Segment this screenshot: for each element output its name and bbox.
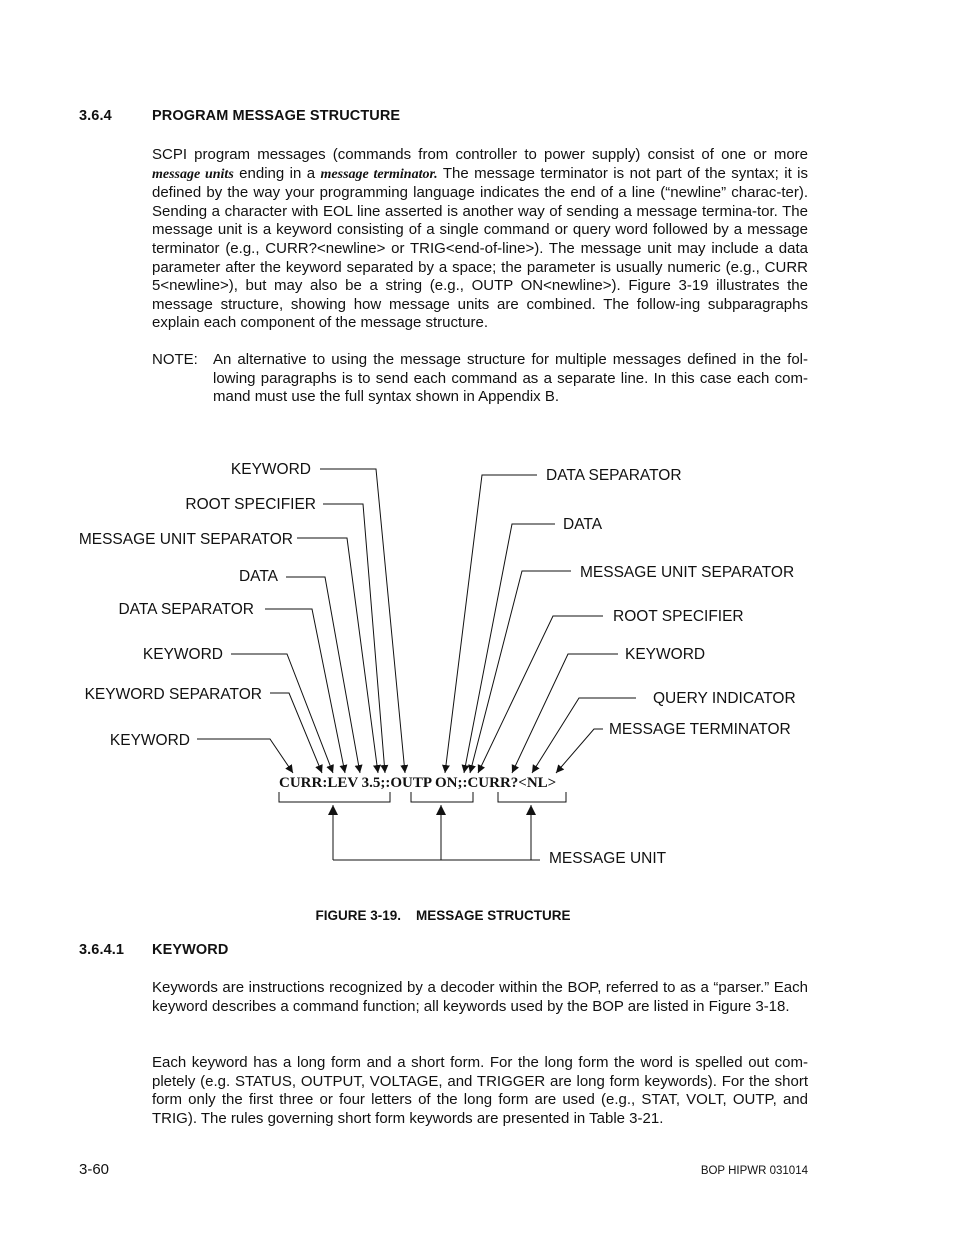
section-heading	[79, 108, 779, 128]
label-message-terminator-right: MESSAGE TERMINATOR	[609, 721, 791, 738]
leader-keyword-separator-left	[270, 693, 322, 773]
leader-keyword-left-2	[231, 654, 333, 773]
bracket-unit-3	[498, 792, 566, 802]
label-data-separator-left: DATA SEPARATOR	[118, 601, 254, 618]
subsection-heading	[79, 942, 779, 962]
label-keyword-left-3: KEYWORD	[109, 732, 190, 749]
leader-message-unit-separator-right	[470, 571, 571, 773]
intro-text-1: SCPI program messages (commands from controller to power supply) consist of one or more	[152, 146, 808, 163]
note-text: An alternative to using the message structure for multiple messages defined in the fol-lowing paragraphs is to send each command as a separate line. In this case each com-mand must use the full syntax shown in Appendix B.	[213, 351, 808, 406]
label-query-indicator-right: QUERY INDICATOR	[653, 690, 796, 707]
intro-emphasis-message-units: message units	[152, 166, 234, 182]
label-keyword-left-1: KEYWORD	[230, 461, 311, 478]
note-label: NOTE:	[152, 351, 198, 368]
keyword-paragraph-2: Each keyword has a long form and a short form. For the long form the word is spelled out com-pletely (e.g. STATUS, OUTPUT, VOLTAGE, and TRIGGER are long form keywords). For the short form only the first three or four letters of the long form are used (e.g., STAT, VOLT, OUTP, and TRIG). The rules governing short form keywords are presented in Table 3-21.	[152, 1054, 808, 1127]
keyword-paragraph-1: Keywords are instructions recognized by a decoder within the BOP, referred to as a “parser.” Each keyword describes a command function; all keywords used by the BOP are listed in Figure 3-18.	[152, 979, 808, 1015]
section-title: PROGRAM MESSAGE STRUCTURE	[152, 108, 401, 124]
subsection-number: 3.6.4.1	[79, 942, 125, 958]
bracket-unit-1	[279, 792, 390, 802]
leader-data-right	[464, 524, 555, 773]
label-root-specifier-left: ROOT SPECIFIER	[185, 496, 316, 513]
leader-root-specifier-left	[323, 504, 385, 773]
figure-caption-text: FIGURE 3-19. MESSAGE STRUCTURE	[315, 908, 571, 923]
label-message-unit-separator-right: MESSAGE UNIT SEPARATOR	[580, 564, 795, 581]
message-structure-figure	[0, 440, 954, 880]
leader-keyword-left-3	[197, 739, 293, 773]
bracket-unit-2	[411, 792, 473, 802]
page-number: 3-60	[79, 1161, 110, 1178]
command-string: CURR:LEV 3.5;:OUTP ON;:CURR?<NL>	[279, 775, 557, 791]
label-root-specifier-right: ROOT SPECIFIER	[613, 608, 744, 625]
figure-caption	[0, 908, 886, 923]
label-message-unit: MESSAGE UNIT	[549, 850, 667, 867]
document-id: BOP HIPWR 031014	[700, 1165, 808, 1177]
label-message-unit-separator-left: MESSAGE UNIT SEPARATOR	[78, 531, 293, 548]
label-keyword-separator-left: KEYWORD SEPARATOR	[84, 686, 262, 703]
leader-data-left	[286, 577, 360, 773]
label-data-separator-right: DATA SEPARATOR	[546, 467, 682, 484]
intro-text-3: The message terminator is not part of the syntax; it is defined by the way your programming language indicates the end of a line (“newline” charac-ter). Sending a character with EOL line asserted is another way of sending a message termina-tor. The message unit is a keyword consisting of a single command or query word followed by a message terminator (e.g., CURR?<newline> or TRIG<end-of-line>). The message unit may include a data parameter after the keyword separated by a space; the parameter is usually numeric (e.g., CURR 5<newline>), but may also be a string (e.g., OUTP ON<newline>). Figure 3-19 illustrates the message structure, showing how message units are combined. The follow-ing subparagraphs explain each component of the message structure.	[152, 164, 808, 332]
section-number: 3.6.4	[79, 108, 112, 124]
subsection-title: KEYWORD	[152, 942, 229, 958]
leader-data-separator-left	[265, 609, 345, 773]
intro-emphasis-message-terminator: message terminator.	[320, 166, 438, 182]
label-data-right: DATA	[563, 516, 603, 533]
label-keyword-left-2: KEYWORD	[142, 646, 223, 663]
leader-root-specifier-right	[478, 616, 603, 773]
intro-paragraph	[152, 146, 808, 333]
leader-data-separator-right	[445, 475, 537, 773]
leader-message-terminator-right	[556, 729, 603, 773]
intro-text-2: ending in a	[233, 164, 321, 182]
leader-keyword-right	[512, 654, 618, 773]
label-keyword-right: KEYWORD	[625, 646, 706, 663]
label-data-left: DATA	[238, 568, 278, 585]
